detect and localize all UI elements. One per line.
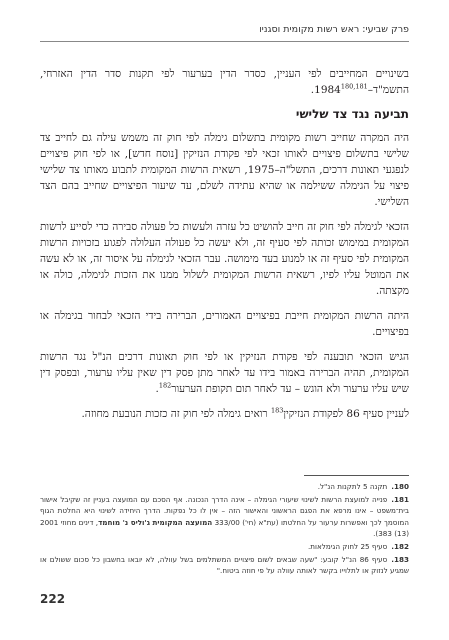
- paragraph: הזכאי לגימלה לפי חוק זה חייב להושיט כל עזרה ולעשות כל פעולה סבירה כדי לסייע לרשות המקומית במימוש זכותה לפי סעיף זה, ולא יעשה כל פעולה העלולה לפגוע בזכויות הרשות המקומית לפי סעיף זה או למנוע בעד מימושה. עבר הזכאי לגימלה על איסור זה, או לא עשה את המוטל עליו לפיו, רשאית הרשות המקומית לשלול ממנו את הזכות לגימלה, כולה או מקצתה.: [40, 221, 409, 297]
- section-heading: תביעה נגד צד שלישי: [295, 107, 409, 121]
- page-number: 222: [40, 592, 66, 606]
- paragraph-intro: בשינויים המחייבים לפי העניין, כסדר הדין בערעור לפי תקנות סדר הדין האזרחי, התשמ"ד–1984$^{180,181}$.: [40, 68, 409, 96]
- footnote: 183.סעיף 86 הנ"ל קובע: "שעה שבאים לשום פיצויים המשתלמים בשל עוולה, לא יובאו בחשבון כל סכום ששולם או שמגיע לנזוק או לתלוייו בקשר לאותה עוולה על פי חוזה ביטוח.": [40, 554, 409, 576]
- footnote-ref[interactable]: 182: [158, 381, 172, 390]
- footnote: 182.סעיף 25 לחוק הגימלאות.: [308, 541, 409, 551]
- footnote-divider: [304, 475, 409, 476]
- footnote-ref[interactable]: 180,181: [340, 82, 368, 91]
- paragraph: היתה הרשות המקומית חייבת בפיצויים האמורים, הברירה בידי הזכאי לבחור בגימלה או בפיצויים.: [40, 310, 409, 338]
- footnotes-section: [40, 475, 409, 578]
- paragraph: היה המקרה שחייב רשות מקומית בתשלום גימלה לפי חוק זה משמש עילה גם לחייב צד שלישי בתשלום פיצויים לאותו זכאי לפי פקודת הנזיקין [נוסח חדש], או לפי חוק פיצויים לנפגעי תאונות דרכים, התשל"ה–1975, רשאית הרשות המקומית לתבוע מאותו צד שלישי פיצוי על הגימלה ששילמה או שהיא עתידה לשלם, עד שיעור הפיצויים שחייב בהם הצד השלישי.: [40, 132, 409, 208]
- running-header-title: פרק שביעי: ראש רשות מקומית וסגניו: [259, 24, 409, 35]
- footnote-ref[interactable]: 183: [270, 406, 284, 415]
- main-content: [40, 66, 409, 431]
- footnote: 180.תקנה 5 לתקנות הנ"ל.: [317, 482, 409, 491]
- paragraph: הגיש הזכאי תובענה לפי פקודת הנזיקין או לפי חוק תאונות דרכים הנ"ל נגד הרשות המקומית, תהיה הברירה באמור בידו עד לאחר מתן פסק דין שאין עליו ערעור, ובפסק דין שיש עליו ערעור ולא הוגש – עד לאחר תום תקופת הערעור$^{182}$.: [40, 351, 409, 395]
- running-header: [40, 24, 409, 42]
- paragraph: לעניין סעיף 86 לפקודת הנזיקין$^{183}$ רואים גימלה לפי חוק זה כזכות הנובעת מחוזה.: [81, 406, 409, 420]
- case-name: המועצה המקומית ג'וליס נ' מוחמד: [98, 517, 213, 527]
- footnote: 181.פנייה למועצת הרשות לשינוי שיעורי הגימלה – אינה הדרך הנכונה. אף הסכם עם המועצה בעניין זה שקיבל אישור בית־משפט – אינו מרפא את הפגם הראשוני והאישור הזה – אין לו כל נפקות. הדרך היחידה לשינוי היא החלטת הגוף המוסמך לכך ואפשרות ערעור על החלטתו (עת"א (חי') 333/00 המועצה המקומית ג'וליס נ' מוחמד, דינים מחוזי 2001 (13) 383).: [40, 494, 409, 539]
